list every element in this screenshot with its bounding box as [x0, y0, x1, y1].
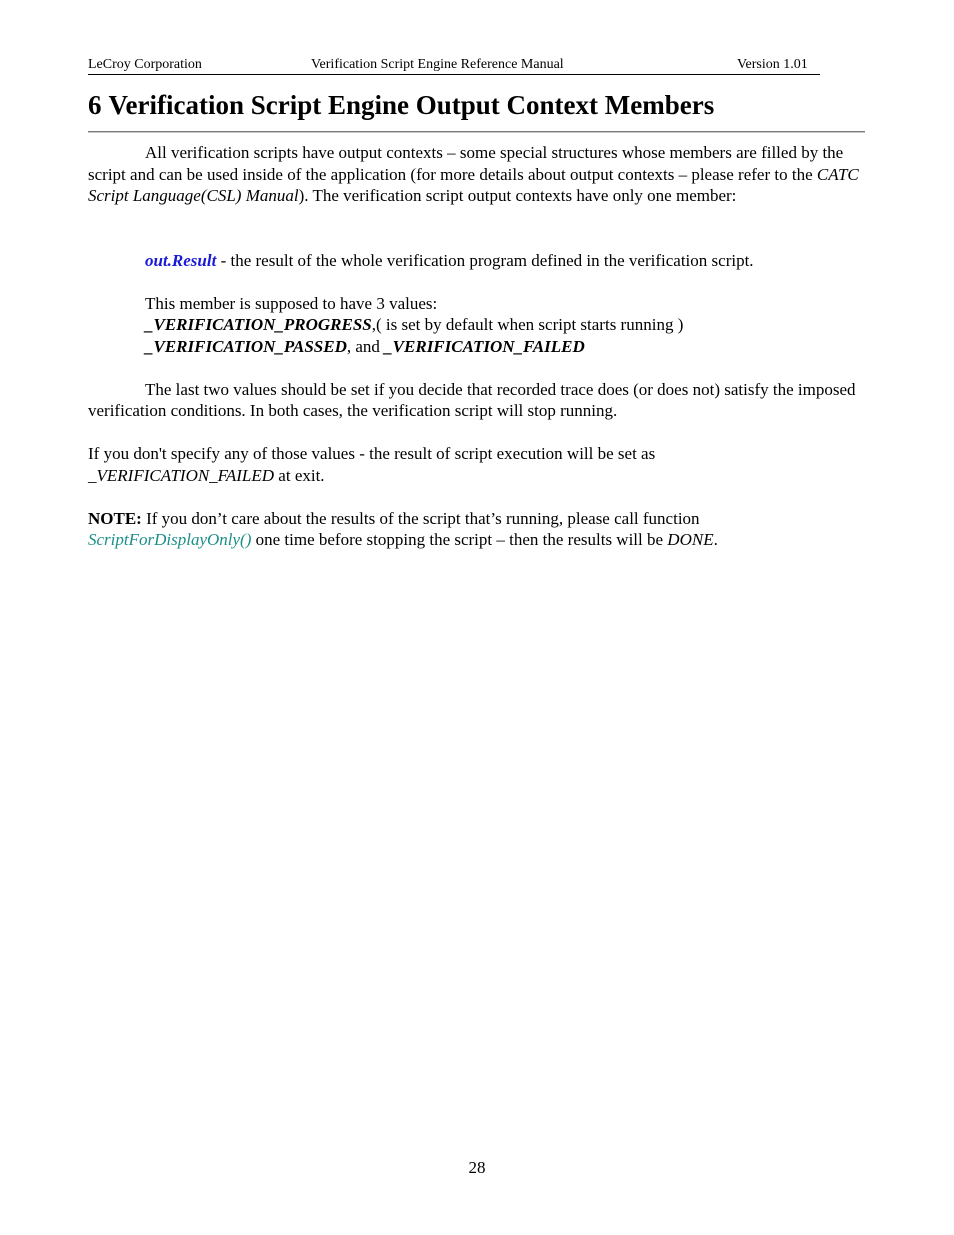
script-for-display-only-link[interactable]: ScriptForDisplayOnly(): [88, 530, 252, 549]
chapter-number: 6: [88, 90, 102, 120]
values-line-1: [145, 314, 865, 336]
page-content: [88, 142, 865, 551]
intro-text-2: ). The verification script output contexts have only one member:: [298, 186, 737, 205]
note-end: .: [713, 530, 718, 549]
values-intro: This member is supposed to have 3 values:: [145, 293, 438, 313]
page-header: [88, 56, 820, 75]
values-and: , and: [346, 336, 385, 356]
spacer: [88, 357, 865, 379]
header-manual-title: Verification Script Engine Reference Manual: [311, 57, 564, 72]
default-text-2: at exit.: [274, 465, 325, 485]
note-done-value: DONE: [667, 530, 714, 549]
value-progress: _VERIFICATION_PROGRESS: [145, 315, 372, 334]
values-block: [88, 293, 865, 358]
intro-text-1: All verification scripts have output contexts – some special structures whose members are filled by the script and can be used inside of the application (for more details about output contexts – please refer to the: [88, 143, 844, 184]
values-line-2: [145, 336, 865, 358]
intro-paragraph: [88, 142, 865, 207]
title-divider: [88, 131, 865, 133]
spacer: [88, 486, 865, 508]
note-text-2: one time before stopping the script – then the results will be: [251, 530, 668, 549]
spacer: [88, 228, 865, 250]
note-label: NOTE:: [88, 508, 142, 528]
spacer: [88, 207, 865, 229]
last-two-paragraph: The last two values should be set if you decide that recorded trace does (or does not) satisfy the imposed verification conditions. In both cases, the verification script will stop running.: [88, 379, 856, 420]
header-company: LeCroy Corporation: [88, 57, 202, 72]
value-passed: _VERIFICATION_PASSED: [145, 336, 347, 356]
spacer: [88, 422, 865, 444]
member-name: out.Result: [145, 250, 217, 270]
csl-manual-reference: CATC Script Language(CSL) Manual: [88, 164, 859, 205]
note-text-1: If you don’t care about the results of the script that’s running, please call function: [141, 508, 700, 528]
default-text-1: If you don't specify any of those values - the result of script execution will be set as: [88, 444, 656, 463]
note-paragraph: [88, 508, 865, 551]
chapter-title: [88, 86, 865, 124]
member-description: - the result of the whole verification program defined in the verification script.: [216, 250, 754, 270]
header-version: Version 1.01: [737, 57, 808, 72]
spacer: [88, 271, 865, 293]
page-number: 28: [468, 1158, 486, 1177]
chapter-title-text: Verification Script Engine Output Context Members: [108, 90, 715, 120]
default-failed-value: _VERIFICATION_FAILED: [88, 465, 275, 485]
default-result-paragraph: [88, 443, 865, 486]
value-progress-note: ,( is set by default when script starts running ): [371, 315, 684, 334]
value-failed: _VERIFICATION_FAILED: [384, 336, 585, 356]
member-definition: [88, 250, 865, 272]
